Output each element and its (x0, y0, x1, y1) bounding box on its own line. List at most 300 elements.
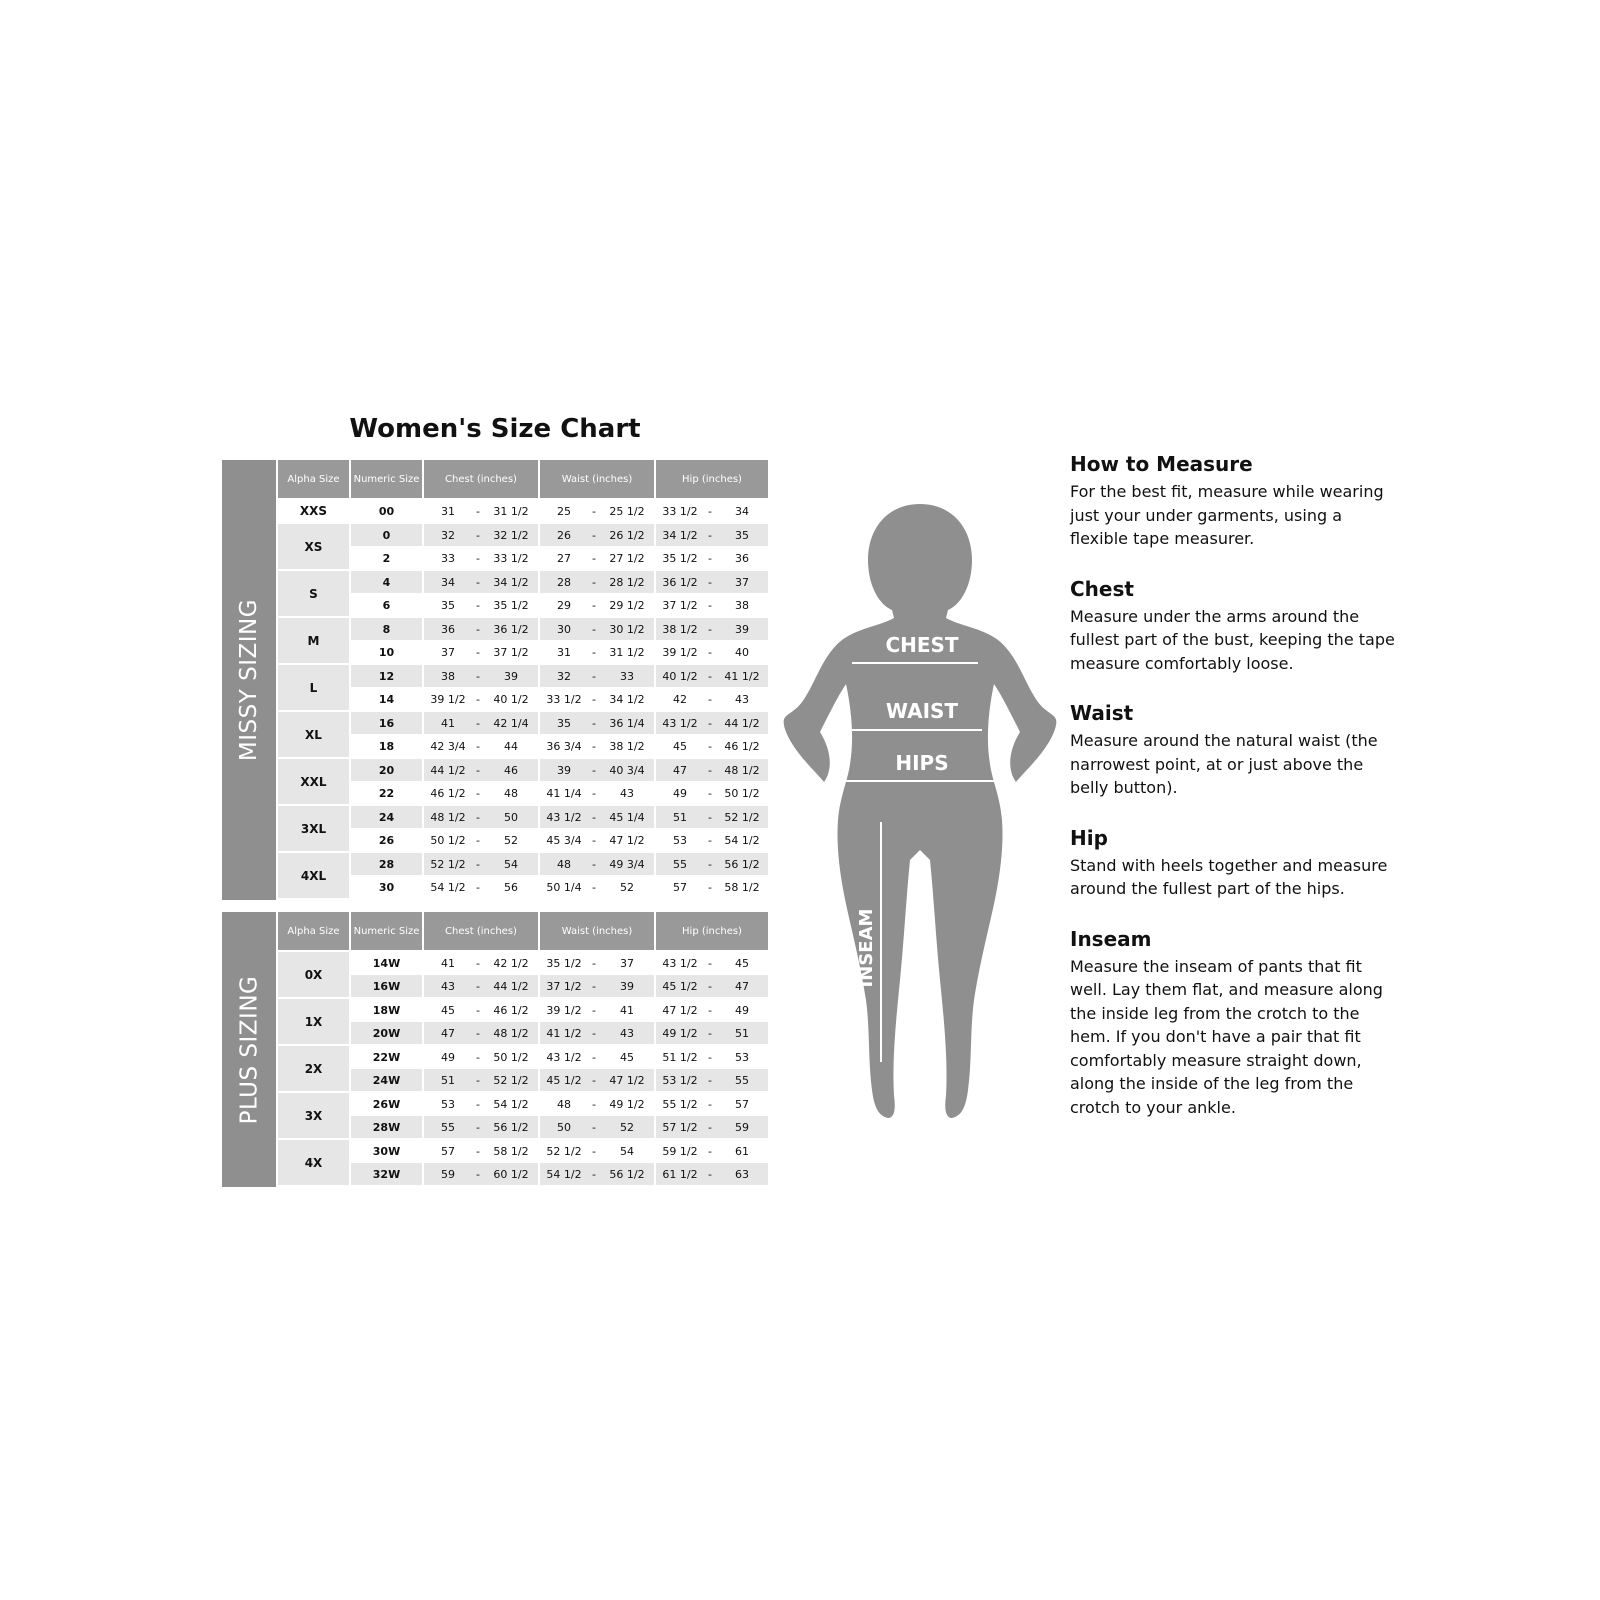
waist-range-cell (540, 1046, 654, 1068)
hip-min: 35 1/2 (662, 551, 698, 565)
header-waist: Waist (inches) (540, 912, 654, 950)
chest-range-cell (424, 759, 538, 781)
range-separator: - (476, 956, 480, 970)
range-separator: - (708, 979, 712, 993)
chest-min: 34 (441, 575, 455, 589)
size-group (278, 665, 768, 710)
waist-min: 26 (557, 528, 571, 542)
waist-max: 30 1/2 (609, 622, 645, 636)
waist-max: 47 1/2 (609, 833, 645, 847)
chest-max: 39 (504, 669, 518, 683)
chest-range-cell (424, 853, 538, 875)
numeric-size-cell: 14 (378, 692, 395, 706)
hip-max: 37 (735, 575, 749, 589)
hip-max: 57 (735, 1097, 749, 1111)
chest-max: 48 1/2 (493, 1026, 529, 1040)
range-separator: - (592, 551, 596, 565)
waist-max: 49 1/2 (609, 1097, 645, 1111)
range-separator: - (708, 1026, 712, 1040)
hip-range-cell (656, 782, 768, 804)
range-separator: - (476, 622, 480, 636)
chest-range-cell (424, 1069, 538, 1091)
waist-range-cell (540, 1069, 654, 1091)
hip-max: 54 1/2 (724, 833, 760, 847)
range-separator: - (592, 598, 596, 612)
range-separator: - (708, 645, 712, 659)
waist-range-cell (540, 665, 654, 687)
chest-range-cell (424, 999, 538, 1021)
table-row (351, 876, 768, 898)
range-separator: - (592, 1073, 596, 1087)
range-separator: - (592, 1167, 596, 1181)
chart-title: Women's Size Chart (349, 414, 641, 444)
alpha-size-cell: 3XL (278, 806, 349, 851)
hip-max: 51 (735, 1026, 749, 1040)
size-rows (351, 571, 768, 616)
range-separator: - (476, 716, 480, 730)
size-rows (351, 1046, 768, 1091)
table-row (351, 829, 768, 851)
chest-max: 48 (504, 786, 518, 800)
waist-min: 50 (557, 1120, 571, 1134)
waist-min: 52 1/2 (546, 1144, 582, 1158)
chest-range-cell (424, 500, 538, 522)
waist-range-cell (540, 829, 654, 851)
size-group (278, 806, 768, 851)
table-row (351, 806, 768, 828)
chest-max: 50 1/2 (493, 1050, 529, 1064)
table-row (351, 1093, 768, 1115)
range-separator: - (476, 1097, 480, 1111)
chest-max: 46 1/2 (493, 1003, 529, 1017)
alpha-size-cell: XL (278, 712, 349, 757)
range-separator: - (708, 857, 712, 871)
range-separator: - (708, 551, 712, 565)
table-row (351, 999, 768, 1021)
hip-min: 38 1/2 (662, 622, 698, 636)
missy-sizing-label: MISSY SIZING (222, 460, 276, 900)
hip-min: 42 (673, 692, 687, 706)
size-rows (351, 524, 768, 569)
hip-range-cell (656, 500, 768, 522)
range-separator: - (592, 575, 596, 589)
range-separator: - (708, 763, 712, 777)
header-alpha-size: Alpha Size (278, 460, 349, 498)
waist-min: 29 (557, 598, 571, 612)
help-text: Measure around the natural waist (the narrowest point, at or just above the belly button). (1070, 731, 1378, 797)
range-separator: - (592, 692, 596, 706)
range-separator: - (708, 504, 712, 518)
header-hip: Hip (inches) (656, 460, 768, 498)
chest-min: 53 (441, 1097, 455, 1111)
waist-max: 40 3/4 (609, 763, 645, 777)
waist-max: 38 1/2 (609, 739, 645, 753)
range-separator: - (476, 810, 480, 824)
range-separator: - (592, 1144, 596, 1158)
table-row (351, 641, 768, 663)
hip-min: 43 1/2 (662, 956, 698, 970)
hip-min: 59 1/2 (662, 1144, 698, 1158)
hip-min: 61 1/2 (662, 1167, 698, 1181)
range-separator: - (592, 833, 596, 847)
size-rows (351, 1140, 768, 1185)
chest-max: 54 1/2 (493, 1097, 529, 1111)
alpha-size-cell: 1X (278, 999, 349, 1044)
waist-min: 25 (557, 504, 571, 518)
hip-range-cell (656, 1069, 768, 1091)
hip-range-cell (656, 524, 768, 546)
waist-range-cell (540, 952, 654, 974)
waist-min: 41 1/4 (546, 786, 582, 800)
hips-label: HIPS (895, 751, 949, 775)
waist-range-cell (540, 853, 654, 875)
waist-min: 27 (557, 551, 571, 565)
range-separator: - (708, 575, 712, 589)
hip-min: 33 1/2 (662, 504, 698, 518)
how-to-measure-panel (1070, 452, 1400, 1145)
size-rows (351, 952, 768, 997)
missy-grid (278, 460, 768, 900)
hip-max: 52 1/2 (724, 810, 760, 824)
header-numeric-size: Numeric Size (351, 912, 422, 950)
waist-max: 28 1/2 (609, 575, 645, 589)
hip-min: 57 1/2 (662, 1120, 698, 1134)
size-rows (351, 500, 768, 522)
size-rows (351, 1093, 768, 1138)
hip-min: 36 1/2 (662, 575, 698, 589)
waist-label: WAIST (885, 699, 959, 723)
waist-range-cell (540, 999, 654, 1021)
waist-max: 39 (620, 979, 634, 993)
numeric-size-cell: 24W (351, 1069, 422, 1091)
waist-max: 26 1/2 (609, 528, 645, 542)
range-separator: - (476, 833, 480, 847)
numeric-size-cell: 20 (351, 759, 422, 781)
chest-range-cell (424, 1163, 538, 1185)
waist-range-cell (540, 641, 654, 663)
alpha-size-cell: M (278, 618, 349, 663)
numeric-size-cell: 20W (351, 1022, 422, 1044)
range-separator: - (476, 1144, 480, 1158)
waist-min: 31 (557, 645, 571, 659)
plus-sizing-label: PLUS SIZING (222, 912, 276, 1187)
table-row (351, 1116, 768, 1138)
chest-range-cell (424, 806, 538, 828)
range-separator: - (476, 598, 480, 612)
chest-max: 40 1/2 (493, 692, 529, 706)
help-text: For the best fit, measure while wearing just your under garments, using a flexible tape measurer. (1070, 482, 1384, 548)
hip-min: 45 (673, 739, 687, 753)
chest-max: 54 (504, 857, 518, 871)
numeric-size-cell: 24 (351, 806, 422, 828)
range-separator: - (708, 1050, 712, 1064)
hip-min: 37 1/2 (662, 598, 698, 612)
waist-range-cell (540, 1163, 654, 1185)
numeric-size-cell: 12 (351, 665, 422, 687)
waist-min: 54 1/2 (546, 1167, 582, 1181)
range-separator: - (476, 692, 480, 706)
waist-range-cell (540, 975, 654, 997)
hip-range-cell (656, 829, 768, 851)
hip-range-cell (656, 688, 768, 710)
range-separator: - (708, 1097, 712, 1111)
chest-line (852, 662, 978, 664)
hip-range-cell (656, 1163, 768, 1185)
waist-min: 39 1/2 (546, 1003, 582, 1017)
numeric-size-cell: 26 (378, 833, 395, 847)
waist-min: 39 (557, 763, 571, 777)
help-heading: Hip (1070, 825, 1108, 850)
range-separator: - (592, 645, 596, 659)
waist-range-cell (540, 688, 654, 710)
numeric-size-cell: 28 (351, 853, 422, 875)
waist-max: 47 1/2 (609, 1073, 645, 1087)
waist-max: 27 1/2 (609, 551, 645, 565)
waist-range-cell (540, 594, 654, 616)
waist-range-cell (540, 547, 654, 569)
size-group (278, 524, 768, 569)
range-separator: - (708, 622, 712, 636)
size-group (278, 853, 768, 898)
size-group (278, 571, 768, 616)
table-row (351, 952, 768, 974)
hip-max: 45 (735, 956, 749, 970)
size-rows (351, 853, 768, 898)
hip-range-cell (656, 712, 768, 734)
hip-range-cell (656, 735, 768, 757)
waist-min: 43 1/2 (546, 810, 582, 824)
chest-range-cell (424, 876, 538, 898)
hip-max: 63 (735, 1167, 749, 1181)
range-separator: - (708, 1073, 712, 1087)
range-separator: - (592, 979, 596, 993)
waist-range-cell (540, 500, 654, 522)
range-separator: - (476, 1167, 480, 1181)
range-separator: - (708, 669, 712, 683)
waist-max: 56 1/2 (609, 1167, 645, 1181)
numeric-size-cell: 4 (351, 571, 422, 593)
hip-range-cell (656, 806, 768, 828)
waist-min: 32 (557, 669, 571, 683)
body-silhouette-icon (780, 500, 1060, 1140)
range-separator: - (476, 528, 480, 542)
waist-min: 35 (557, 716, 571, 730)
inseam-label: INSEAM (856, 908, 877, 988)
waist-max: 43 (620, 786, 634, 800)
numeric-size-cell: 16W (351, 975, 422, 997)
range-separator: - (708, 716, 712, 730)
range-separator: - (592, 504, 596, 518)
chest-max: 35 1/2 (493, 598, 529, 612)
header-waist: Waist (inches) (540, 460, 654, 498)
chest-min: 36 (441, 622, 455, 636)
chest-max: 31 1/2 (493, 504, 529, 518)
range-separator: - (476, 880, 480, 894)
table-row (351, 547, 768, 569)
waist-range-cell (540, 618, 654, 640)
waist-max: 54 (620, 1144, 634, 1158)
chest-max: 56 1/2 (493, 1120, 529, 1134)
range-separator: - (476, 645, 480, 659)
table-row (351, 1140, 768, 1162)
help-section-chest (1070, 577, 1400, 676)
hip-min: 53 (673, 833, 687, 847)
hip-max: 36 (735, 551, 749, 565)
hip-max: 34 (735, 504, 749, 518)
waist-max: 33 (620, 669, 634, 683)
plus-header-row (278, 912, 768, 950)
waist-range-cell (540, 571, 654, 593)
range-separator: - (708, 810, 712, 824)
header-numeric-size: Numeric Size (351, 460, 422, 498)
hip-range-cell (656, 1046, 768, 1068)
range-separator: - (592, 622, 596, 636)
help-heading: Inseam (1070, 926, 1152, 951)
chest-min: 38 (441, 669, 455, 683)
waist-max: 43 (620, 1026, 634, 1040)
table-row (351, 735, 768, 757)
chest-max: 42 1/2 (493, 956, 529, 970)
size-group (278, 999, 768, 1044)
range-separator: - (592, 810, 596, 824)
chest-min: 52 1/2 (430, 857, 466, 871)
waist-range-cell (540, 735, 654, 757)
chest-min: 37 (441, 645, 455, 659)
table-row (351, 975, 768, 997)
range-separator: - (592, 880, 596, 894)
chest-max: 52 1/2 (493, 1073, 529, 1087)
range-separator: - (476, 786, 480, 800)
numeric-size-cell: 28W (351, 1116, 422, 1138)
hip-max: 55 (735, 1073, 749, 1087)
size-group (278, 1046, 768, 1091)
waist-max: 31 1/2 (609, 645, 645, 659)
range-separator: - (592, 528, 596, 542)
hip-range-cell (656, 547, 768, 569)
hip-max: 46 1/2 (724, 739, 760, 753)
waist-max: 45 1/4 (609, 810, 645, 824)
waist-max: 37 (620, 956, 634, 970)
waist-min: 45 3/4 (546, 833, 582, 847)
range-separator: - (592, 739, 596, 753)
hip-max: 47 (735, 979, 749, 993)
chest-range-cell (424, 1093, 538, 1115)
hip-max: 53 (735, 1050, 749, 1064)
waist-max: 25 1/2 (609, 504, 645, 518)
chest-max: 37 1/2 (493, 645, 529, 659)
range-separator: - (592, 1026, 596, 1040)
numeric-size-cell: 00 (378, 504, 395, 518)
table-row (351, 571, 768, 593)
waist-min: 45 1/2 (546, 1073, 582, 1087)
waist-max: 34 1/2 (609, 692, 645, 706)
waist-line (852, 729, 982, 731)
size-rows (351, 999, 768, 1044)
missy-header-row (278, 460, 768, 498)
size-group (278, 712, 768, 757)
numeric-size-cell: 16 (351, 712, 422, 734)
size-group (278, 1093, 768, 1138)
chest-max: 56 (504, 880, 518, 894)
table-row (351, 759, 768, 781)
table-row (351, 500, 768, 522)
header-alpha-size: Alpha Size (278, 912, 349, 950)
waist-min: 28 (557, 575, 571, 589)
hip-range-cell (656, 641, 768, 663)
chest-max: 42 1/4 (493, 716, 529, 730)
range-separator: - (592, 857, 596, 871)
numeric-size-cell: 10 (378, 645, 395, 659)
chest-range-cell (424, 1022, 538, 1044)
waist-range-cell (540, 1140, 654, 1162)
hip-max: 44 1/2 (724, 716, 760, 730)
hip-range-cell (656, 999, 768, 1021)
hip-range-cell (656, 952, 768, 974)
waist-min: 41 1/2 (546, 1026, 582, 1040)
range-separator: - (476, 979, 480, 993)
help-section-how-to-measure (1070, 452, 1400, 551)
hip-max: 41 1/2 (724, 669, 760, 683)
chest-min: 31 (441, 504, 455, 518)
hip-range-cell (656, 594, 768, 616)
range-separator: - (708, 598, 712, 612)
waist-range-cell (540, 1116, 654, 1138)
chest-range-cell (424, 1116, 538, 1138)
range-separator: - (592, 1120, 596, 1134)
range-separator: - (592, 716, 596, 730)
range-separator: - (476, 763, 480, 777)
hip-min: 40 1/2 (662, 669, 698, 683)
waist-min: 36 3/4 (546, 739, 582, 753)
numeric-size-cell: 14W (372, 956, 401, 970)
alpha-size-cell: XXL (278, 759, 349, 804)
chest-max: 33 1/2 (493, 551, 529, 565)
header-hip: Hip (inches) (656, 912, 768, 950)
numeric-size-cell: 22 (378, 786, 395, 800)
chest-min: 41 (441, 716, 455, 730)
chest-range-cell (424, 641, 538, 663)
chest-range-cell (424, 829, 538, 851)
waist-min: 30 (557, 622, 571, 636)
range-separator: - (476, 857, 480, 871)
chest-max: 32 1/2 (493, 528, 529, 542)
size-rows (351, 759, 768, 804)
inseam-line (880, 822, 882, 1062)
chest-min: 32 (441, 528, 455, 542)
hip-min: 51 1/2 (662, 1050, 698, 1064)
waist-range-cell (540, 1022, 654, 1044)
alpha-size-cell: 3X (278, 1093, 349, 1138)
header-chest: Chest (inches) (424, 912, 538, 950)
hip-min: 55 1/2 (662, 1097, 698, 1111)
chest-min: 43 (441, 979, 455, 993)
waist-min: 48 (557, 1097, 571, 1111)
plus-grid (278, 912, 768, 1187)
chest-min: 50 1/2 (430, 833, 466, 847)
table-row (351, 782, 768, 804)
numeric-size-cell: 0 (351, 524, 422, 546)
hip-range-cell (656, 1093, 768, 1115)
range-separator: - (592, 956, 596, 970)
hip-range-cell (656, 876, 768, 898)
range-separator: - (708, 833, 712, 847)
size-group (278, 1140, 768, 1185)
help-text: Measure under the arms around the fullest part of the bust, keeping the tape measure comfortably loose. (1070, 606, 1395, 673)
range-separator: - (476, 1073, 480, 1087)
range-separator: - (592, 669, 596, 683)
waist-range-cell (540, 782, 654, 804)
numeric-size-cell: 2 (382, 551, 391, 565)
